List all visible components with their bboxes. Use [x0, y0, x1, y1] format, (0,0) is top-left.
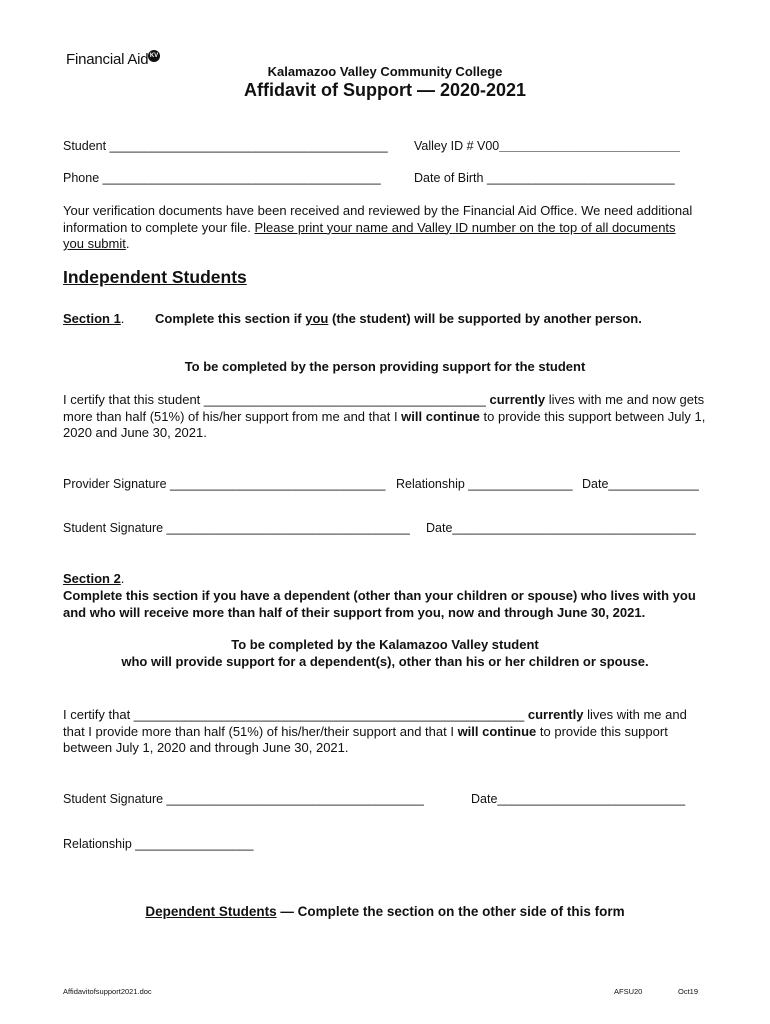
section-1-certification	[63, 392, 709, 442]
section-2-relationship-field[interactable]: Relationship _________________	[63, 837, 254, 851]
date-of-birth-field[interactable]: Date of Birth ___________________________	[414, 171, 675, 185]
section-2-cert-b: lives with me and that I provide more than half (51%) of his/her/their support and that I	[63, 707, 687, 739]
section-1-text-a: Complete this section if	[155, 311, 306, 326]
section-1-cert-a: I certify that this student _______________________________________	[63, 392, 490, 407]
section-1-you: you	[305, 311, 329, 326]
provider-signature-field[interactable]: Provider Signature _______________________________	[63, 477, 386, 491]
footer-form-code: AFSU20	[614, 987, 643, 996]
section-2-student-signature-field[interactable]: Student Signature _____________________________________	[63, 792, 424, 806]
page-title: Affidavit of Support — 2020-2021	[243, 80, 527, 100]
section-2-cert-a: I certify that ______________________________________________________	[63, 707, 528, 722]
section-2-will-continue: will continue	[457, 723, 537, 739]
section-1-description	[155, 311, 642, 326]
valley-id-blank: __________________________	[499, 139, 680, 153]
footer-filename: Affidavitofsupport2021.doc	[63, 987, 152, 996]
phone-field[interactable]: Phone ________________________________________	[63, 171, 381, 185]
dependent-students-note	[0, 904, 770, 919]
intro-end: .	[125, 236, 130, 251]
independent-students-heading: Independent Students	[63, 267, 247, 287]
section-1-will-continue: will continue	[401, 408, 480, 424]
section-2-line	[63, 571, 124, 586]
provider-relationship-field[interactable]: Relationship _______________	[396, 477, 573, 491]
section-1-line	[63, 311, 124, 326]
financial-aid-logo-text: Financial Aid	[66, 51, 149, 68]
intro-text: Your verification documents have been received and reviewed by the Financial Aid Office. We need additional information to complete your file.	[63, 203, 693, 235]
section-1-period: .	[120, 311, 125, 326]
section-2-description: Complete this section if you have a dependent (other than your children or spouse) who lives with you and who will receive more than half of their support from you, now and through June 30, 2021.	[63, 588, 696, 620]
provider-date-field[interactable]: Date_____________	[582, 477, 699, 491]
section-1-label: Section 1	[63, 311, 121, 326]
section-2-date-field[interactable]: Date___________________________	[471, 792, 686, 806]
section-1-currently: currently	[489, 392, 546, 407]
dependent-students-instruction: — Complete the section on the other side of this form	[276, 904, 625, 919]
student-date-field[interactable]: Date___________________________________	[426, 521, 696, 535]
kv-logo-badge: KV	[148, 50, 160, 62]
section-1-cert-c: to provide this support between July 1, 2020 and June 30, 2021.	[63, 408, 706, 440]
dependent-students-label: Dependent Students	[145, 904, 277, 919]
section-2-period: .	[120, 571, 125, 586]
section-2-certification	[63, 707, 709, 757]
footer-revision: Oct19	[678, 987, 699, 996]
college-name: Kalamazoo Valley Community College	[267, 64, 503, 79]
section-2-subheading-2: who will provide support for a dependent(s), other than his or her children or spouse.	[121, 654, 649, 669]
intro-paragraph	[63, 203, 699, 253]
section-1-subheading: To be completed by the person providing support for the student	[184, 359, 586, 374]
section-2-cert-c: to provide this support between July 1, 2020 and through June 30, 2021.	[63, 723, 668, 755]
section-2-subheading-1: To be completed by the Kalamazoo Valley student	[231, 637, 539, 652]
valley-id-field[interactable]	[414, 139, 680, 153]
section-1-cert-b: lives with me and now gets more than half (51%) of his/her support from me and that I	[63, 392, 705, 424]
student-signature-field[interactable]: Student Signature ___________________________________	[63, 521, 410, 535]
section-1-text-b: (the student) will be supported by another person.	[328, 311, 642, 326]
section-2-currently: currently	[527, 707, 584, 722]
intro-underlined-instruction: Please print your name and Valley ID number on the top of all documents you submit	[63, 219, 676, 251]
section-2-label: Section 2	[63, 571, 121, 586]
student-name-field[interactable]: Student ________________________________________	[63, 139, 388, 153]
valley-id-label: Valley ID # V00	[414, 139, 500, 153]
